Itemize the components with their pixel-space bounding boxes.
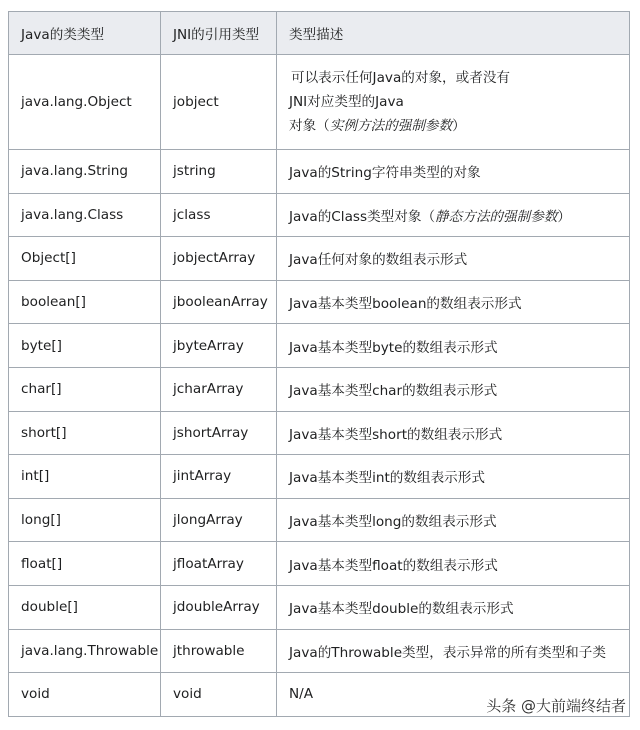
table-row <box>9 193 630 237</box>
java-type-cell: java.lang.Class <box>9 193 161 237</box>
java-type-cell: boolean[] <box>9 280 161 324</box>
jni-type-cell: jlongArray <box>161 498 277 542</box>
java-type-cell: float[] <box>9 542 161 586</box>
jni-type-cell: jobjectArray <box>161 237 277 281</box>
jni-type-cell: jclass <box>161 193 277 237</box>
table-row <box>9 150 630 194</box>
table-row <box>9 411 630 455</box>
description-cell: N/A <box>277 673 630 717</box>
table-row <box>9 629 630 673</box>
java-type-cell: byte[] <box>9 324 161 368</box>
description-line: JNI对应类型的Java <box>289 94 404 110</box>
description-cell: Java任何对象的数组表示形式 <box>277 237 630 281</box>
description-cell: Java基本类型short的数组表示形式 <box>277 411 630 455</box>
jni-type-cell: jbooleanArray <box>161 280 277 324</box>
java-type-cell: long[] <box>9 498 161 542</box>
table-header-row <box>9 12 630 55</box>
jni-type-cell: jintArray <box>161 455 277 499</box>
header-java-class-type: Java的类类型 <box>9 12 161 55</box>
java-type-cell: double[] <box>9 585 161 629</box>
jni-type-mapping-table <box>8 11 630 717</box>
jni-type-cell: jshortArray <box>161 411 277 455</box>
jni-type-cell: void <box>161 673 277 717</box>
table-row <box>9 55 630 150</box>
description-note: 静态方法的强制参数 <box>435 208 558 225</box>
description-prefix: Java的Class类型对象（ <box>289 208 436 225</box>
java-type-cell: java.lang.Throwable <box>9 629 161 673</box>
description-cell: Java基本类型float的数组表示形式 <box>277 542 630 586</box>
table-row <box>9 324 630 368</box>
jni-type-cell: jthrowable <box>161 629 277 673</box>
jni-type-cell: jfloatArray <box>161 542 277 586</box>
java-type-cell: java.lang.String <box>9 150 161 194</box>
java-type-cell: void <box>9 673 161 717</box>
table-row <box>9 455 630 499</box>
table-row <box>9 498 630 542</box>
description-cell: Java基本类型double的数组表示形式 <box>277 585 630 629</box>
description-cell: Java基本类型long的数组表示形式 <box>277 498 630 542</box>
description-note: 实例方法的强制参数 <box>329 118 453 134</box>
header-type-description: 类型描述 <box>277 12 630 55</box>
watermark-text: 头条 @大前端终结者 <box>486 697 626 715</box>
description-cell: Java基本类型char的数组表示形式 <box>277 367 630 411</box>
description-cell: Java的String字符串类型的对象 <box>277 150 630 194</box>
description-cell: Java基本类型int的数组表示形式 <box>277 455 630 499</box>
description-cell <box>277 193 630 237</box>
table-row <box>9 280 630 324</box>
description-line <box>289 114 629 138</box>
jni-type-cell: jdoubleArray <box>161 585 277 629</box>
description-suffix: ） <box>452 118 466 134</box>
jni-type-cell: jstring <box>161 150 277 194</box>
java-type-cell: int[] <box>9 455 161 499</box>
description-prefix: 对象（ <box>289 118 330 134</box>
jni-type-cell: jbyteArray <box>161 324 277 368</box>
description-cell <box>277 55 630 150</box>
description-cell: Java基本类型byte的数组表示形式 <box>277 324 630 368</box>
table-row <box>9 367 630 411</box>
description-cell: Java基本类型boolean的数组表示形式 <box>277 280 630 324</box>
jni-type-cell: jcharArray <box>161 367 277 411</box>
table-row <box>9 237 630 281</box>
java-type-cell: java.lang.Object <box>9 55 161 150</box>
table-row <box>9 542 630 586</box>
description-suffix: ） <box>557 208 571 225</box>
jni-type-cell: jobject <box>161 55 277 150</box>
description-cell: Java的Throwable类型，表示异常的所有类型和子类 <box>277 629 630 673</box>
watermark <box>486 695 626 716</box>
java-type-cell: char[] <box>9 367 161 411</box>
java-type-cell: Object[] <box>9 237 161 281</box>
description-line: 可以表示任何Java的对象，或者没有 <box>291 70 511 86</box>
header-jni-reference-type: JNI的引用类型 <box>161 12 277 55</box>
table-row <box>9 585 630 629</box>
java-type-cell: short[] <box>9 411 161 455</box>
